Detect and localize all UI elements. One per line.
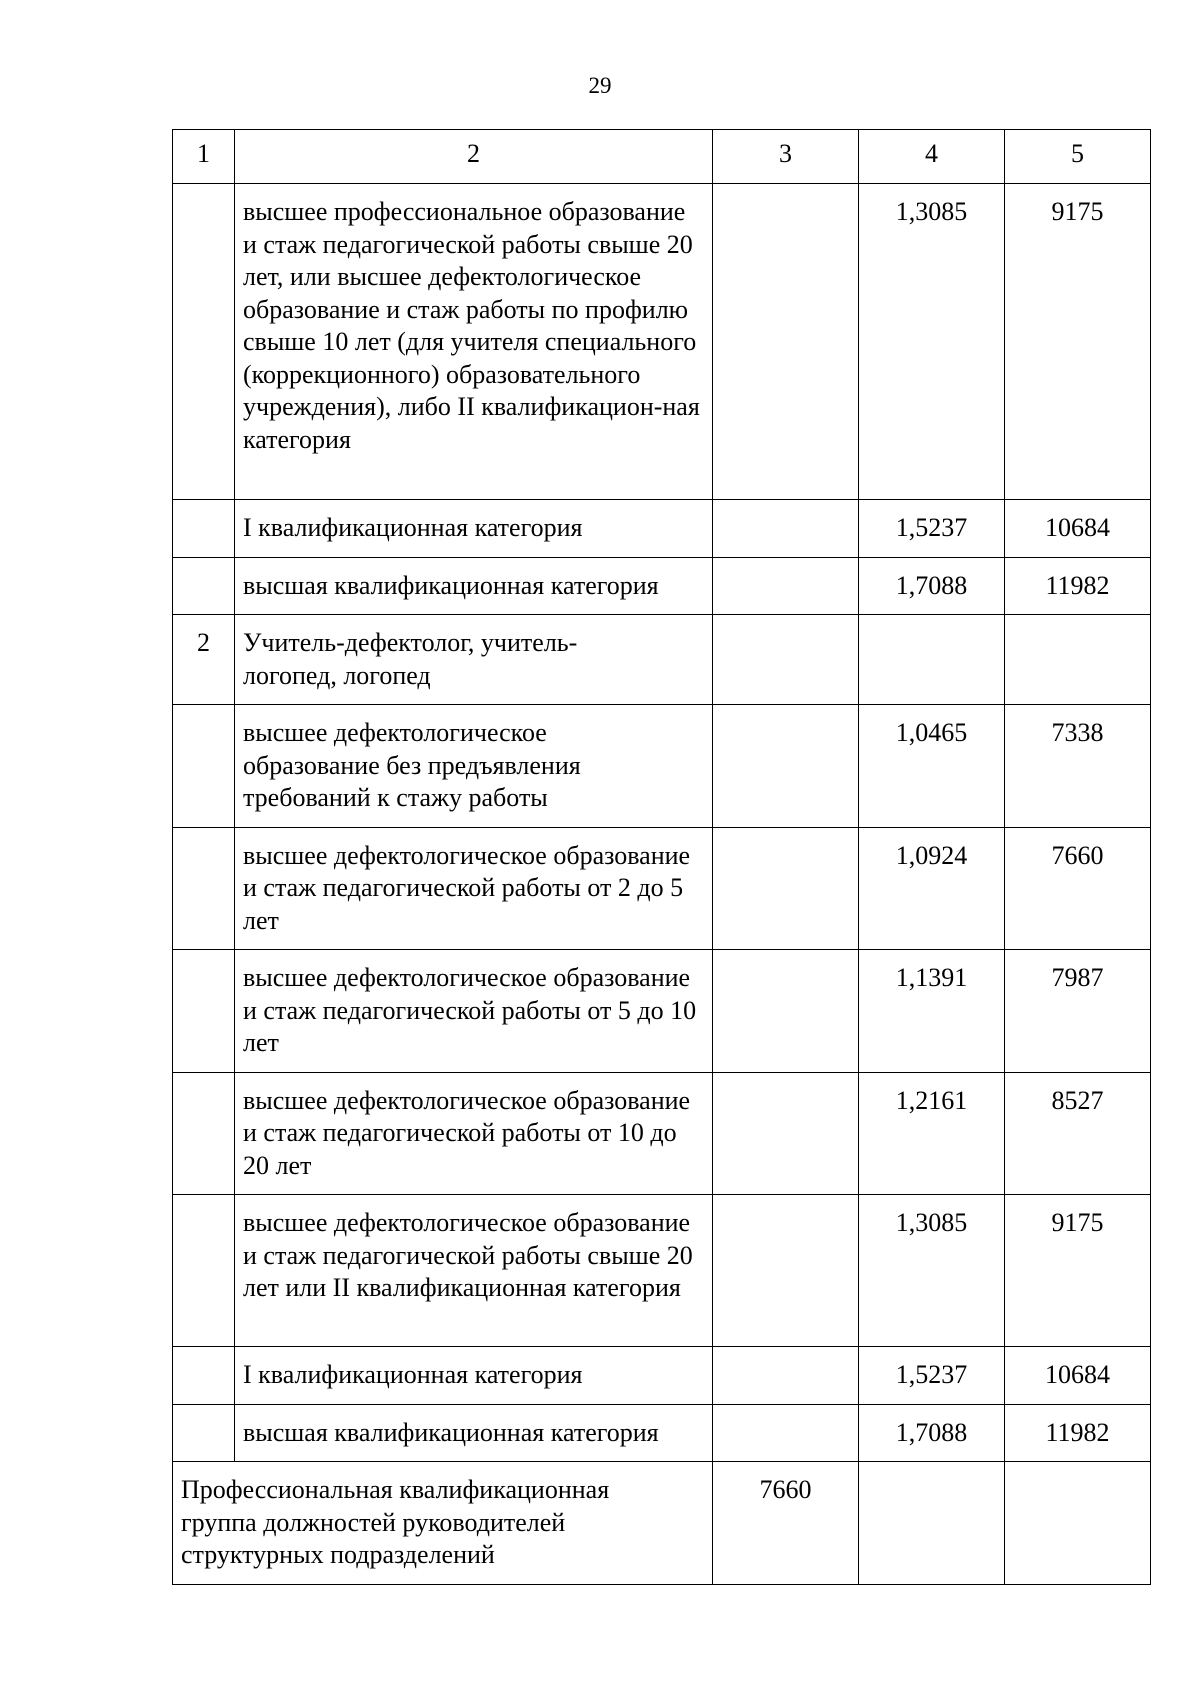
table-header-row xyxy=(173,130,1151,184)
row-coefficient-cell: 1,5237 xyxy=(859,1347,1005,1405)
table-row xyxy=(173,1404,1151,1462)
header-cell: 4 xyxy=(859,130,1005,184)
header-cell: 2 xyxy=(235,130,713,184)
header-cell: 5 xyxy=(1005,130,1151,184)
row-salary-cell: 7987 xyxy=(1005,950,1151,1073)
row-text-cell: высшее профессиональное образование и стаж педагогической работы свыше 20 лет, или высшее дефектологическое образование и стаж работы по профилю свыше 10 лет (для учителя специального (коррекционного) образовательного учреждения), либо II квалификацион-ная категория xyxy=(235,184,713,500)
group-title-cell: Профессиональная квалификационная группа должностей руководителей структурных подразделений xyxy=(173,1462,713,1585)
row-coefficient-cell: 1,5237 xyxy=(859,500,1005,558)
row-text-cell: высшее дефектологическое образование и стаж педагогической работы от 5 до 10 лет xyxy=(235,950,713,1073)
row-coefficient-cell: 1,2161 xyxy=(859,1072,1005,1195)
row-number-cell: 2 xyxy=(173,615,235,705)
row-text-cell: высшая квалификационная категория xyxy=(235,1404,713,1462)
row-col3-cell xyxy=(713,1404,859,1462)
table-row xyxy=(173,557,1151,615)
row-coefficient-cell: 1,7088 xyxy=(859,557,1005,615)
header-cell: 1 xyxy=(173,130,235,184)
row-col3-cell xyxy=(713,1347,859,1405)
row-text-cell: I квалификационная категория xyxy=(235,500,713,558)
table-row xyxy=(173,827,1151,950)
table-row xyxy=(173,1347,1151,1405)
row-col3-cell xyxy=(713,557,859,615)
row-salary-cell: 11982 xyxy=(1005,1404,1151,1462)
row-salary-cell: 10684 xyxy=(1005,1347,1151,1405)
row-number-cell xyxy=(173,1195,235,1347)
row-col3-cell xyxy=(713,500,859,558)
row-col3-cell xyxy=(713,950,859,1073)
row-number-cell xyxy=(173,557,235,615)
row-text-cell: высшее дефектологическое образование и стаж педагогической работы от 10 до 20 лет xyxy=(235,1072,713,1195)
row-salary-cell: 7660 xyxy=(1005,827,1151,950)
table-row xyxy=(173,1195,1151,1347)
row-number-cell xyxy=(173,950,235,1073)
row-number-cell xyxy=(173,500,235,558)
row-text-cell: высшее дефектологическое образование без предъявления требований к стажу работы xyxy=(235,705,713,828)
row-col3-cell xyxy=(713,1072,859,1195)
table-row xyxy=(173,615,1151,705)
row-col3-cell xyxy=(713,184,859,500)
row-coefficient-cell: 1,3085 xyxy=(859,1195,1005,1347)
row-number-cell xyxy=(173,1347,235,1405)
row-coefficient-cell: 1,1391 xyxy=(859,950,1005,1073)
row-col3-cell xyxy=(713,827,859,950)
row-col3-cell xyxy=(713,705,859,828)
group-base-salary-cell: 7660 xyxy=(713,1462,859,1585)
row-col3-cell xyxy=(713,1195,859,1347)
row-number-cell xyxy=(173,827,235,950)
table-row xyxy=(173,1072,1151,1195)
row-text-cell: высшее дефектологическое образование и стаж педагогической работы от 2 до 5 лет xyxy=(235,827,713,950)
row-coefficient-cell: 1,0924 xyxy=(859,827,1005,950)
row-salary-cell: 9175 xyxy=(1005,184,1151,500)
row-number-cell xyxy=(173,1404,235,1462)
page-number: 29 xyxy=(588,73,612,98)
row-salary-cell xyxy=(1005,615,1151,705)
row-coefficient-cell: 1,0465 xyxy=(859,705,1005,828)
row-coefficient-cell: 1,7088 xyxy=(859,1404,1005,1462)
row-salary-cell: 8527 xyxy=(1005,1072,1151,1195)
row-number-cell xyxy=(173,184,235,500)
row-text-cell: высшее дефектологическое образование и стаж педагогической работы свыше 20 лет или II квалификационная категория xyxy=(235,1195,713,1347)
group-salary-cell xyxy=(1005,1462,1151,1585)
table-row xyxy=(173,950,1151,1073)
row-coefficient-cell xyxy=(859,615,1005,705)
row-number-cell xyxy=(173,705,235,828)
row-number-cell xyxy=(173,1072,235,1195)
group-row xyxy=(173,1462,1151,1585)
row-salary-cell: 9175 xyxy=(1005,1195,1151,1347)
row-salary-cell: 10684 xyxy=(1005,500,1151,558)
row-salary-cell: 11982 xyxy=(1005,557,1151,615)
table-row xyxy=(173,705,1151,828)
table-row xyxy=(173,500,1151,558)
table-row xyxy=(173,184,1151,500)
group-coefficient-cell xyxy=(859,1462,1005,1585)
row-coefficient-cell: 1,3085 xyxy=(859,184,1005,500)
row-text-cell: высшая квалификационная категория xyxy=(235,557,713,615)
salary-table xyxy=(172,129,1151,1585)
header-cell: 3 xyxy=(713,130,859,184)
row-text-cell: I квалификационная категория xyxy=(235,1347,713,1405)
row-salary-cell: 7338 xyxy=(1005,705,1151,828)
row-col3-cell xyxy=(713,615,859,705)
row-text-cell: Учитель-дефектолог, учитель-логопед, логопед xyxy=(235,615,713,705)
